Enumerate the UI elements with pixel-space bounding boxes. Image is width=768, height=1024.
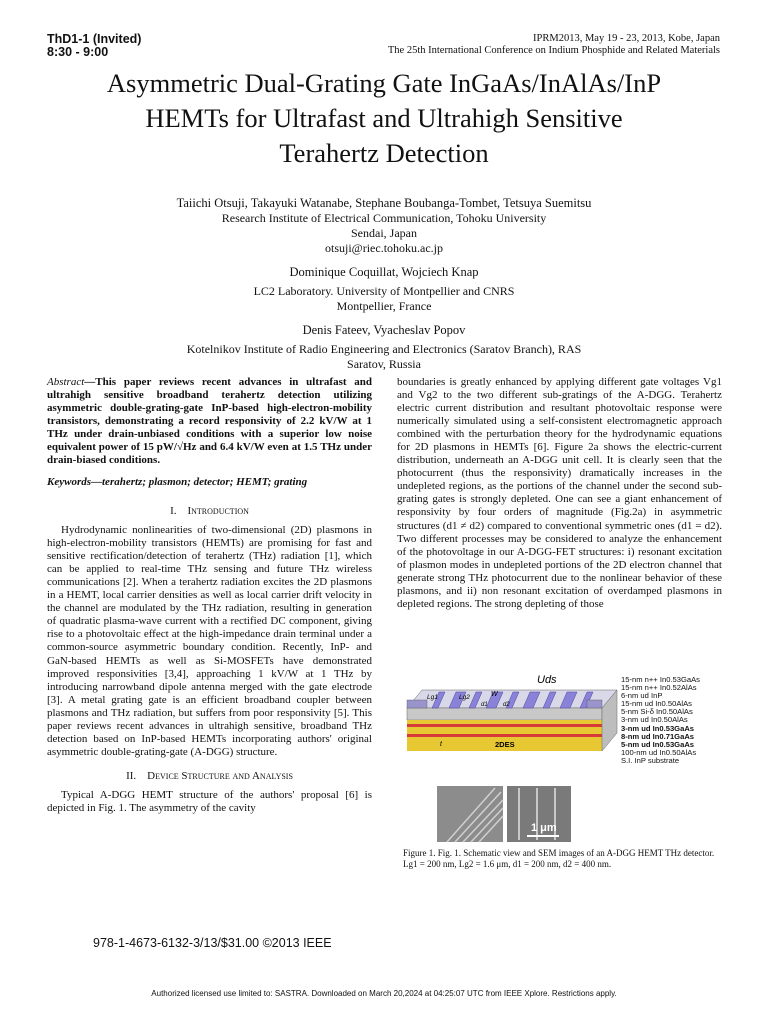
affiliation-3-line-1: Kotelnikov Institute of Radio Engineering and Electronics (Saratov Branch), RAS [186,342,582,356]
section-1-paragraph: Hydrodynamic nonlinearities of two-dimensional (2D) plasmons in high-electron-mobility transistors (HEMTs) are promising for fast and sensitive rectification/detection of terahertz (THz) radiation [1], which can be applied to real-time THz sensing and future THz wireless communications [2]. When a terahertz radiation excites the 2D plasmons in a HEMT, local carrier densities as well as local carrier drift velocity in the channel are modulated by the THz radiation, resulting in generation of quadratic plasma-wave current with a rectified DC component, giving rise to a photovoltaic effect at the high-impedance drain terminal under a common-source asymmetric boundary condition. Recently, InP- and GaN-based HEMTs as well as Si-MOSFETs have demonstrated improved responsivities [3,4], approaching 1 kV/W at 1 THz by introducing narrowband dipole antenna merged with the gate electrode [3]. A metal grating gate is an efficient broadband coupler between plasmons and THz radiation, but suffers from poor responsivity [5]. This paper reviews recent advances in ultrahigh sensitive, broadband THz detection based on InP-based HEMTs incorporating authors' original asymmetric double-grating-gate (A-DGG) structure. [47,524,372,758]
author-email: otsuji@riec.tohoku.ac.jp [324,241,444,255]
session-time: 8:30 - 9:00 [47,45,109,59]
paper-title [40,66,728,171]
delta-doped-layer [407,724,602,727]
section-2-paragraph: Typical A-DGG HEMT structure of the authors' proposal [6] is depicted in Fig. 1. The asymmetry of the cavity [47,788,372,814]
scale-label: 1 μm [531,822,557,834]
title-line-1: Asymmetric Dual-Grating Gate InGaAs/InAlAs/InP [106,68,662,98]
affiliation-3-line-2: Saratov, Russia [347,357,421,371]
barrier-layer-1 [407,720,602,724]
conference-line-1: IPRM2013, May 19 - 23, 2013, Kobe, Japan [533,33,720,44]
layer-row: 8-nm ud In0.71GaAs [621,731,695,741]
section-2-heading: II. Device Structure and Analysis [126,769,293,782]
uds-label: Uds [537,674,557,686]
channel-2des [407,734,602,737]
layer-row: 15-nm n++ In0.53GaAs [621,675,700,684]
w-label: W [491,691,498,698]
figure-1 [397,668,722,850]
session-id: ThD1-1 (Invited) [47,32,142,46]
abstract-label: Abstract [47,376,85,388]
author-names-2: Dominique Coquillat, Wojciech Knap [289,265,479,279]
figure-caption: Figure 1. Fig. 1. Schematic view and SEM images of an A-DGG HEMT THz detector. Lg1 = 200 nm, Lg2 = 1.6 μm, d1 = 200 nm, d2 = 400 nm. [403,848,715,869]
layer-row: 3-nm ud In0.53GaAs [621,723,695,733]
author-block [40,196,728,372]
license-footer: Authorized licensed use limited to: SASTRA. Downloaded on March 20,2024 at 04:25:07 UTC from IEEE Xplore. Restrictions apply. [151,989,617,998]
layer-row: 6-nm ud InP [621,691,663,701]
cap-layer [407,708,602,720]
barrier-layer-2 [407,727,602,734]
keywords: Keywords—terahertz; plasmon; detector; HEMT; grating [47,476,308,488]
affiliation-2-line-1: LC2 Laboratory. University of Montpellier and CNRS [253,284,515,298]
grating-gates [432,692,593,708]
t-label: t [440,741,442,748]
lg2-label: Lg2 [459,694,470,701]
d1-label: d1 [481,702,488,708]
abstract [47,376,372,467]
lg1-label: Lg1 [427,694,438,701]
conference-line-2: The 25th International Conference on Indium Phosphide and Related Materials [387,45,720,56]
2des-label: 2DES [495,740,515,749]
session-label [47,33,141,59]
author-names-3: Denis Fateev, Vyacheslav Popov [302,323,466,337]
affiliation-1-line-2: Sendai, Japan [351,226,417,240]
layer-row: 15-nm n++ In0.52AlAs [621,683,697,693]
substrate-label: S.I. InP substrate [621,755,680,765]
layer-row: 5-nm Si-δ In0.50AlAs [621,707,693,717]
right-paragraph: boundaries is greatly enhanced by applying different gate voltages Vg1 and Vg2 to the two different sub-gratings of the A-DGG. Terahertz electric current distribution and resultant photovoltaic response were numerically simulated using a self-consistent electromagnetic approach combined with the perturbation theory for the hydrodynamic equations for 2D plasmons in HEMTs [6]. Figure 2a shows the electric-current distribution, underneath an A-DGG unit cell. It is clearly seen that the photocurrent (thus the responsivity) dramatically increases in the undepleted regions, as the portions of the channel under the second sub-grating gates is strongly depleted. One can see a giant enhancement of responsivity by four orders of magnitude (Fig.2a) in asymmetric structures (d1 ≠ d2) compared to conventional symmetric ones (d1 = d2). Two different processes may be considered to analyze the enhancement of the photovoltage in our A-DGG-FET structures: i) resonant excitation of plasmon modes in undepleted portions of the 2D electron channel that generate strong THz photocurrent due to the nonlinear behavior of these plasmons, and ii) non resonant excitation of overdamped plasmons in depleted regions. The strong depleting of those [397,376,722,610]
title-line-3: Terahertz Detection [279,138,489,168]
section-1 [47,505,372,815]
title-line-2: HEMTs for Ultrafast and Ultrahigh Sensitive [145,103,623,133]
right-column-text [397,376,722,611]
isbn-copyright: 978-1-4673-6132-3/13/$31.00 ©2013 IEEE [93,936,332,950]
d2-label: d2 [503,702,510,708]
layer-row: 15-nm ud In0.50AlAs [621,699,692,709]
layer-row: 3-nm ud In0.50AlAs [621,715,688,725]
drain-pad [587,700,602,708]
author-names-1: Taiichi Otsuji, Takayuki Watanabe, Stephane Boubanga-Tombet, Tetsuya Suemitsu [176,196,592,210]
affiliation-2-line-2: Montpellier, France [336,299,432,313]
abstract-text: —This paper reviews recent advances in ultrafast and ultrahigh sensitive broadband terahertz detection utilizing asymmetric double-grating-gate InP-based high-electron-mobility transistors, demonstrating a record responsivity of 2.2 kV/W at 1 THz under drain-unbiased conditions with a superior low noise equivalent power of 15 pW/√Hz and 6.4 kV/W even at 1.5 THz under drain-biased conditions. [47,376,372,467]
layer-legend [621,676,721,765]
layer-row: 5-nm ud In0.53GaAs [621,739,695,749]
conference-info [388,33,720,57]
source-pad [407,700,427,708]
layer-row: 100-nm ud In0.50AlAs [621,747,697,757]
section-1-heading: I. Introduction [170,505,249,517]
affiliation-1-line-1: Research Institute of Electrical Communication, Tohoku University [221,211,547,225]
